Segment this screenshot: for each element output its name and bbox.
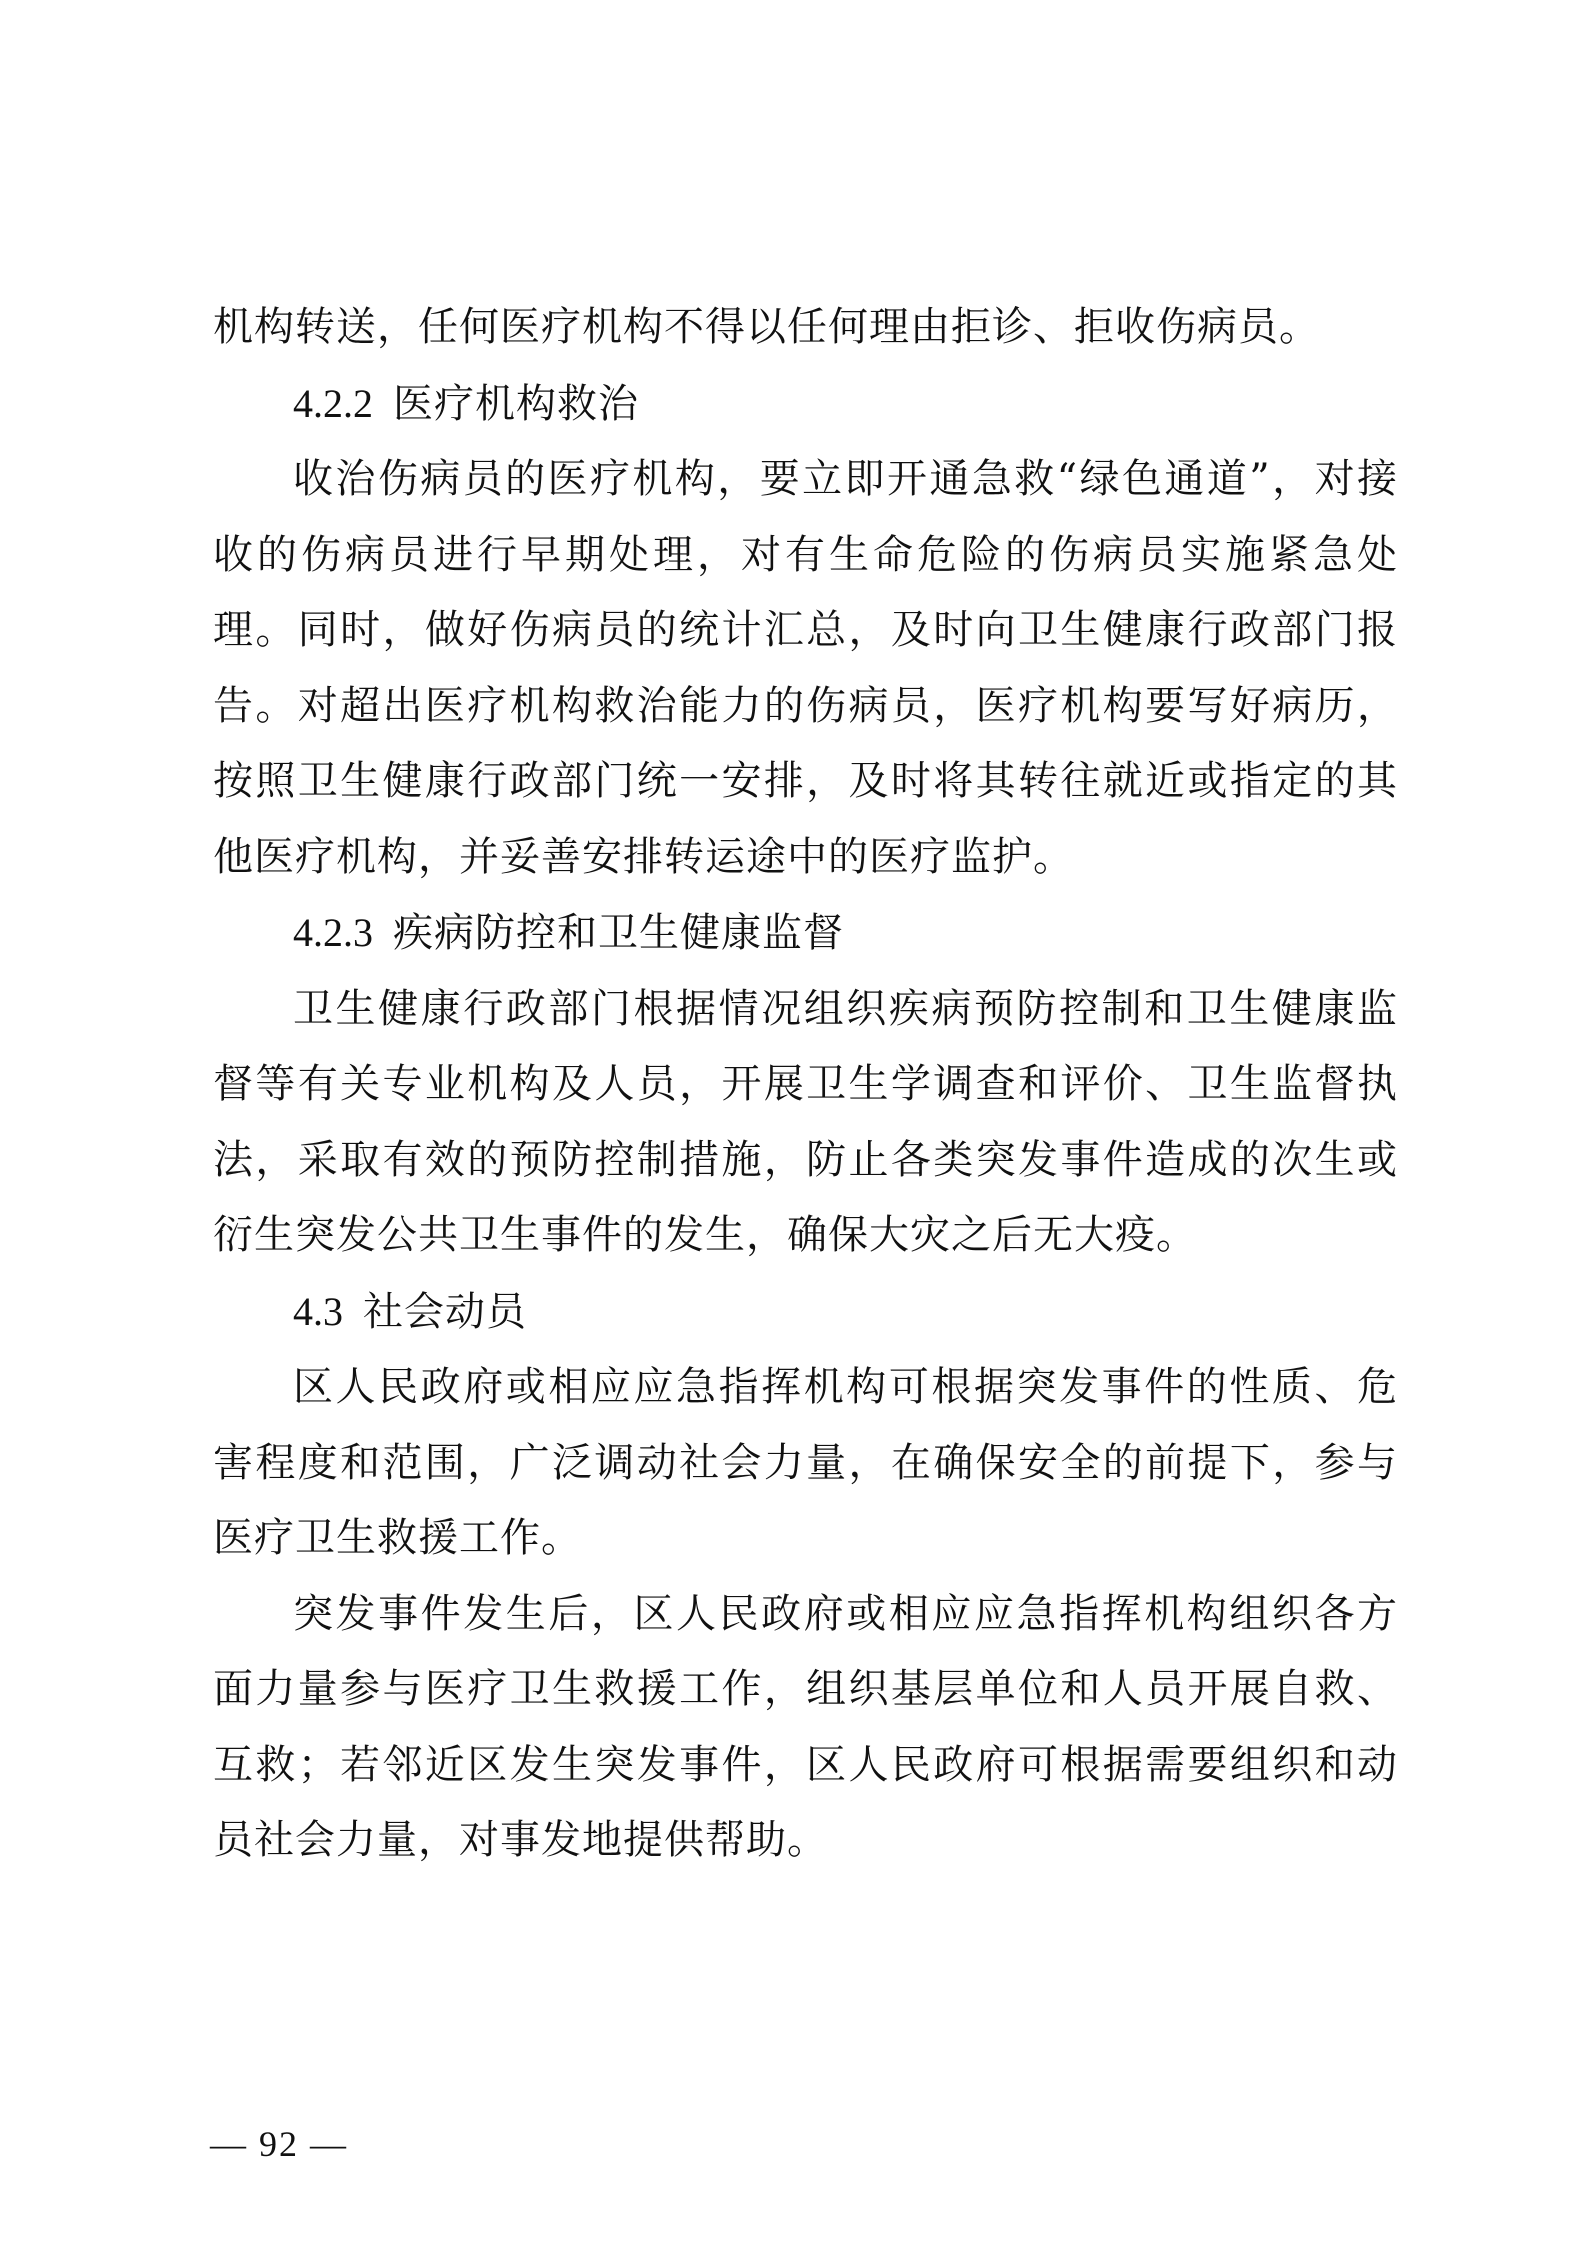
paragraph-medical-treatment: 收治伤病员的医疗机构，要立即开通急救“绿色通道”，对接收的伤病员进行早期处理，对有生命危险的伤病员实施紧急处理。同时，做好伤病员的统计汇总，及时向卫生健康行政部门报告。对超出医疗机构救治能力的伤病员，医疗机构要写好病历，按照卫生健康行政部门统一安排，及时将其转往就近或指定的其他医疗机构，并妥善安排转运途中的医疗监护。 (213, 456, 1398, 880)
paragraph-disease-control: 卫生健康行政部门根据情况组织疾病预防控制和卫生健康监督等有关专业机构及人员，开展卫生学调查和评价、卫生监督执法，采取有效的预防控制措施，防止各类突发事件造成的次生或衍生突发公共卫生事件的发生，确保大灾之后无大疫。 (213, 985, 1398, 1258)
section-heading-4-3 (213, 1274, 1398, 1351)
page-number: — 92 — (210, 2124, 348, 2164)
section-title: 疾病防控和卫生健康监督 (393, 910, 844, 956)
section-heading-4-2-2 (213, 366, 1398, 443)
section-number: 4.2.3 (293, 910, 373, 955)
body-text (213, 290, 1398, 1879)
section-number: 4.3 (293, 1288, 343, 1334)
paragraph-after-incident: 突发事件发生后，区人民政府或相应应急指挥机构组织各方面力量参与医疗卫生救援工作，组织基层单位和人员开展自救、互救；若邻近区发生突发事件，区人民政府可根据需要组织和动员社会力量，对事发地提供帮助。 (213, 1590, 1398, 1863)
section-title: 社会动员 (363, 1288, 527, 1335)
paragraph-social-mobilization: 区人民政府或相应应急指挥机构可根据突发事件的性质、危害程度和范围，广泛调动社会力量，在确保安全的前提下，参与医疗卫生救援工作。 (213, 1364, 1398, 1561)
section-heading-4-2-3 (213, 895, 1398, 972)
section-number: 4.2.2 (293, 380, 373, 426)
paragraph-continuation: 机构转送，任何医疗机构不得以任何理由拒诊、拒收伤病员。 (213, 304, 1320, 350)
section-title: 医疗机构救治 (393, 380, 639, 427)
